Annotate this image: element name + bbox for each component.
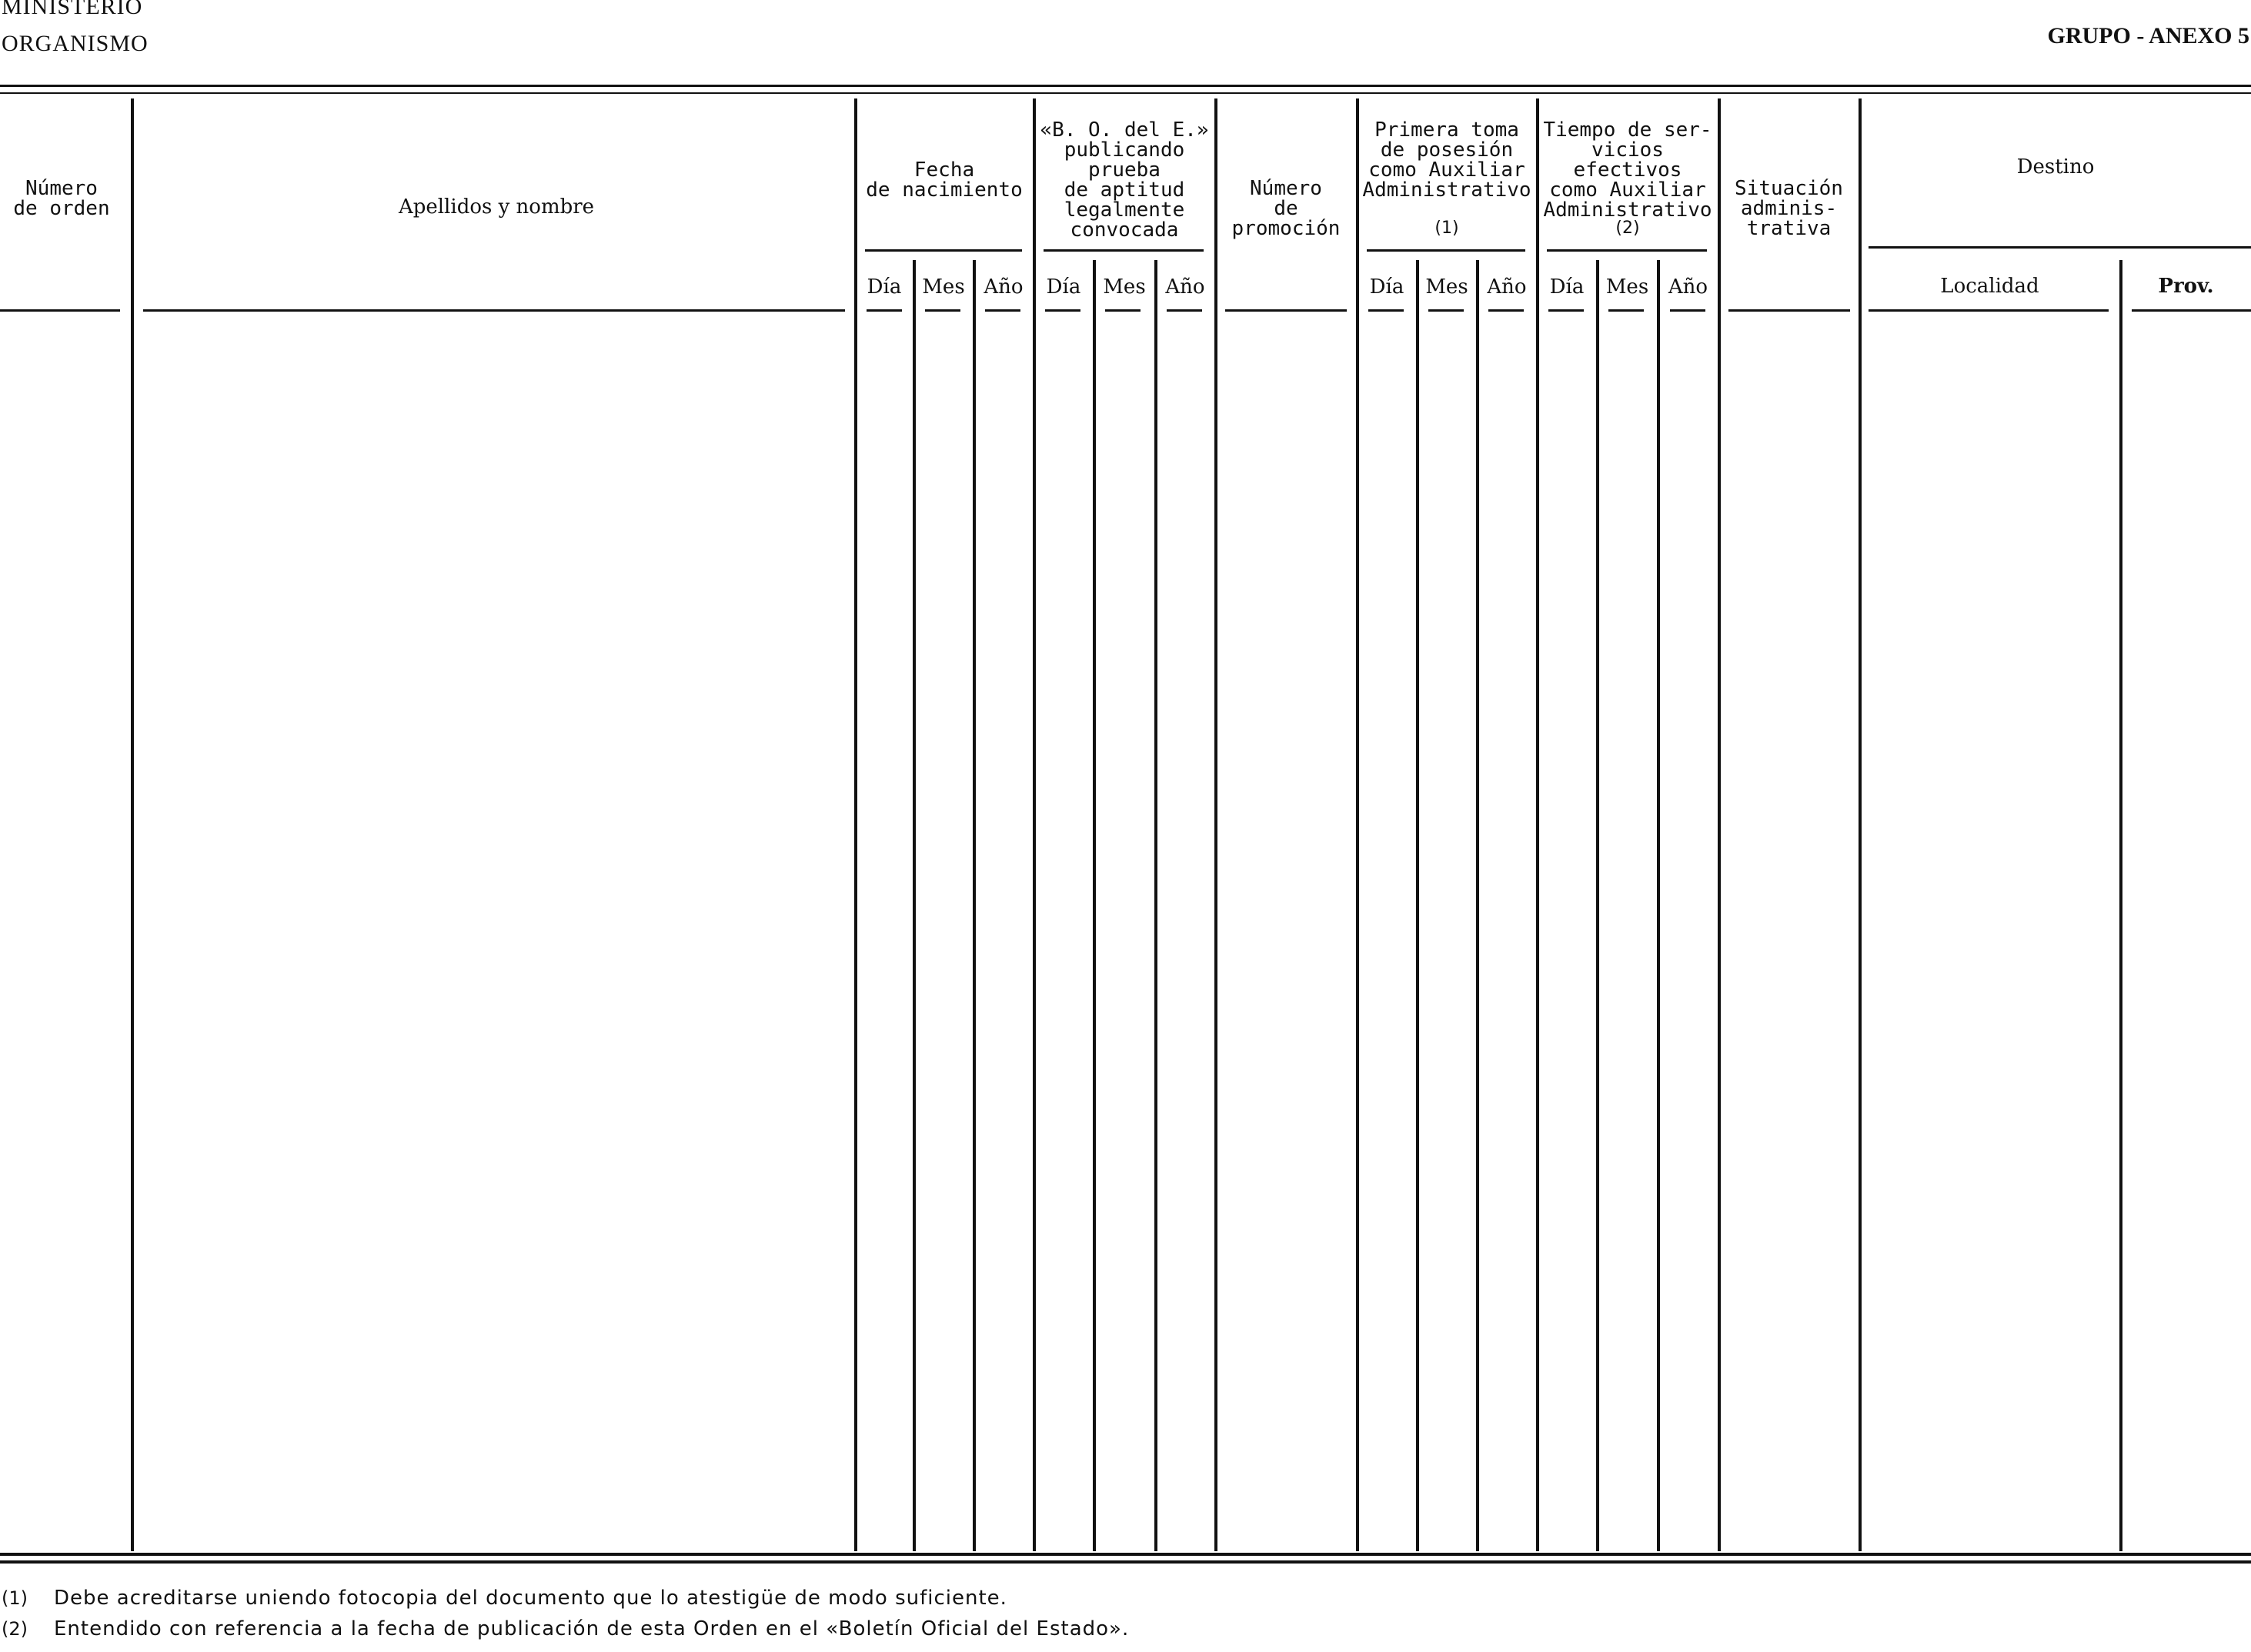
top-rule [0,85,2251,87]
header-bottom-rule [1225,309,1347,312]
header-bottom-rule [2132,309,2251,312]
header-bottom-rule [0,309,120,312]
subheader-anio: Año [1165,275,1205,299]
subcol-sep [913,260,916,1551]
col-sep [1033,98,1036,1551]
header-localidad: Localidad [1940,275,2039,298]
header-apellidos: Apellidos y nombre [398,195,595,219]
header-numero-orden: Número de orden [13,177,110,220]
header-bottom-rule [1728,309,1850,312]
subheader-mes: Mes [1605,275,1649,299]
organismo-label: ORGANISMO [2,31,149,56]
subcol-sep [973,260,976,1551]
subheader-anio: Año [1668,275,1708,299]
header-numero-promocion: Número de promoción [1231,177,1341,240]
header-destino: Destino [2016,155,2095,179]
subcol-underline [1488,309,1524,312]
subheader-dia: Día [867,275,902,299]
grupo-anexo-label: GRUPO - ANEXO 5 [2047,23,2249,48]
col-sep [854,98,857,1551]
header-fecha-nacimiento: Fecha de nacimiento [866,159,1023,202]
footnote-1-mark: (1) [2,1587,28,1609]
subcol-underline [1428,309,1464,312]
subcol-sep [1154,260,1157,1551]
subcol-underline [925,309,960,312]
subheader-anio: Año [1487,275,1527,299]
footnote-2-mark: (2) [2,1618,28,1640]
group-underline [1547,249,1707,252]
col-sep [1536,98,1539,1551]
header-tiempo-servicios: Tiempo de ser- vicios efectivos como Auxiliar Administrativo [1543,118,1712,222]
subcol-underline [1045,309,1080,312]
header-bottom-rule [143,309,845,312]
header-primera-toma: Primera toma de posesión como Auxiliar Administrativo [1362,118,1531,202]
header-boe: «B. O. del E.» publicando prueba de aptitud legalmente convocada [1040,118,1209,242]
col-sep [1718,98,1721,1551]
col-sep [1859,98,1862,1551]
subheader-dia: Día [1369,275,1404,299]
subcol-sep [1416,260,1419,1551]
header-bottom-rule [1869,309,2109,312]
header-tiempo-servicios-note: (2) [1615,219,1640,238]
subcol-underline [1670,309,1705,312]
footnote-2-text: Entendido con referencia a la fecha de publicación de esta Orden en el «Boletín Oficial del Estado». [54,1617,1130,1640]
subcol-sep [1596,260,1599,1551]
subheader-dia: Día [1046,275,1081,299]
bottom-rule [0,1553,2251,1556]
header-primera-toma-note: (1) [1434,219,1459,238]
subheader-mes: Mes [922,275,965,299]
subcol-underline [1105,309,1141,312]
subheader-dia: Día [1549,275,1585,299]
ministerio-label: MINISTERIO [2,0,143,19]
subcol-underline [985,309,1020,312]
subheader-mes: Mes [1103,275,1146,299]
subheader-anio: Año [984,275,1024,299]
subheader-mes: Mes [1425,275,1468,299]
group-underline [1367,249,1525,252]
col-sep [1214,98,1217,1551]
subcol-sep [2119,260,2122,1551]
subcol-underline [1548,309,1584,312]
subcol-underline [1167,309,1202,312]
group-underline [1869,246,2251,249]
footnote-1-text: Debe acreditarse uniendo fotocopia del documento que lo atestigüe de modo suficiente. [54,1587,1007,1610]
header-situacion: Situación adminis- trativa [1735,177,1843,240]
subcol-sep [1657,260,1660,1551]
col-sep [131,98,134,1551]
header-prov: Prov. [2158,275,2214,298]
subcol-underline [1368,309,1404,312]
bottom-rule-2 [0,1560,2251,1564]
subcol-underline [867,309,902,312]
subcol-sep [1476,260,1479,1551]
group-underline [1044,249,1204,252]
group-underline [865,249,1022,252]
col-sep [1356,98,1359,1551]
subcol-sep [1093,260,1096,1551]
top-rule-2 [0,92,2251,94]
subcol-underline [1608,309,1644,312]
